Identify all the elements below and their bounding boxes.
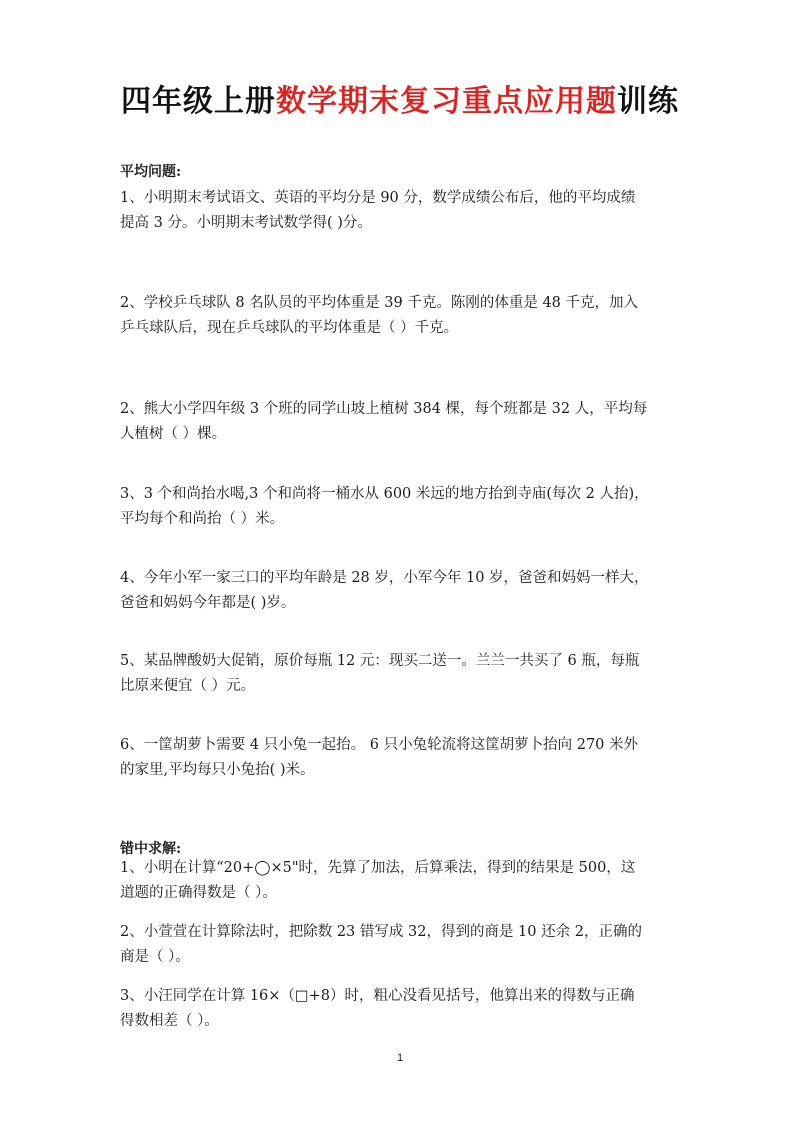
problem-average-4 xyxy=(120,482,690,532)
problem-line: 3、3 个和尚抬水喝,3 个和尚将一桶水从 600 米远的地方抬到寺庙(每次 2 人抬)， xyxy=(120,486,649,502)
problem-line: 5、某品牌酸奶大促销，原价每瓶 12 元：现买二送一。兰兰一共买了 6 瓶，每瓶 xyxy=(120,653,640,669)
problem-line: 1、小明期末考试语文、英语的平均分是 90 分，数学成绩公布后，他的平均成绩 xyxy=(120,190,636,206)
section-heading-average: 平均问题: xyxy=(120,164,182,180)
problem-line: 2、熊大小学四年级 3 个班的同学山坡上植树 384 棵，每个班都是 32 人，平均每 xyxy=(120,401,648,417)
problem-line: 道题的正确得数是（ ）。 xyxy=(120,885,277,901)
problem-line: 2、小萱萱在计算除法时，把除数 23 错写成 32，得到的商是 10 还余 2，正确的 xyxy=(120,924,642,940)
problem-error-1 xyxy=(120,856,690,906)
problem-average-6 xyxy=(120,649,690,699)
problem-line: 得数相差（ ）。 xyxy=(120,1013,219,1029)
problem-error-3 xyxy=(120,984,690,1034)
problem-line: 提高 3 分。小明期末考试数学得( )分。 xyxy=(120,215,372,231)
problem-line: 的家里,平均每只小兔抬( )米。 xyxy=(120,762,315,778)
section-heading-error: 错中求解: xyxy=(120,841,182,857)
problem-line: 乒乓球队后，现在乒乓球队的平均体重是（ ）千克。 xyxy=(120,320,459,336)
problem-line: 人植树（ ）棵。 xyxy=(120,426,227,442)
problem-line: 平均每个和尚抬（ ）米。 xyxy=(120,511,285,527)
problem-average-7 xyxy=(120,733,690,783)
title-highlight: 数学期末复习重点应用题 xyxy=(276,84,617,119)
title-prefix: 四年级上册 xyxy=(121,84,276,119)
problem-average-3 xyxy=(120,397,690,447)
problem-error-2 xyxy=(120,920,690,970)
problem-average-5 xyxy=(120,566,690,616)
problem-line: 6、一筐胡萝卜需要 4 只小兔一起抬。 6 只小兔轮流将这筐胡萝卜抬向 270 米外 xyxy=(120,737,639,753)
problem-average-2 xyxy=(120,291,690,341)
problem-line: 1、小明在计算“20+◯×5"时，先算了加法，后算乘法，得到的结果是 500，这 xyxy=(120,860,636,876)
problem-line: 商是（ ）。 xyxy=(120,949,190,965)
page-number: 1 xyxy=(396,1052,404,1064)
problem-line: 2、学校乒乓球队 8 名队员的平均体重是 39 千克。陈刚的体重是 48 千克，加入 xyxy=(120,295,639,311)
problem-average-1 xyxy=(120,186,690,236)
page-title xyxy=(0,76,800,120)
problem-line: 比原来便宜（ ）元。 xyxy=(120,678,256,694)
problem-line: 4、今年小军一家三口的平均年龄是 28 岁，小军今年 10 岁，爸爸和妈妈一样大， xyxy=(120,570,649,586)
problem-line: 爸爸和妈妈今年都是( )岁。 xyxy=(120,595,296,611)
title-suffix: 训练 xyxy=(617,84,679,119)
problem-line: 3、小汪同学在计算 16×（□+8）时，粗心没看见括号，他算出来的得数与正确 xyxy=(120,988,635,1004)
